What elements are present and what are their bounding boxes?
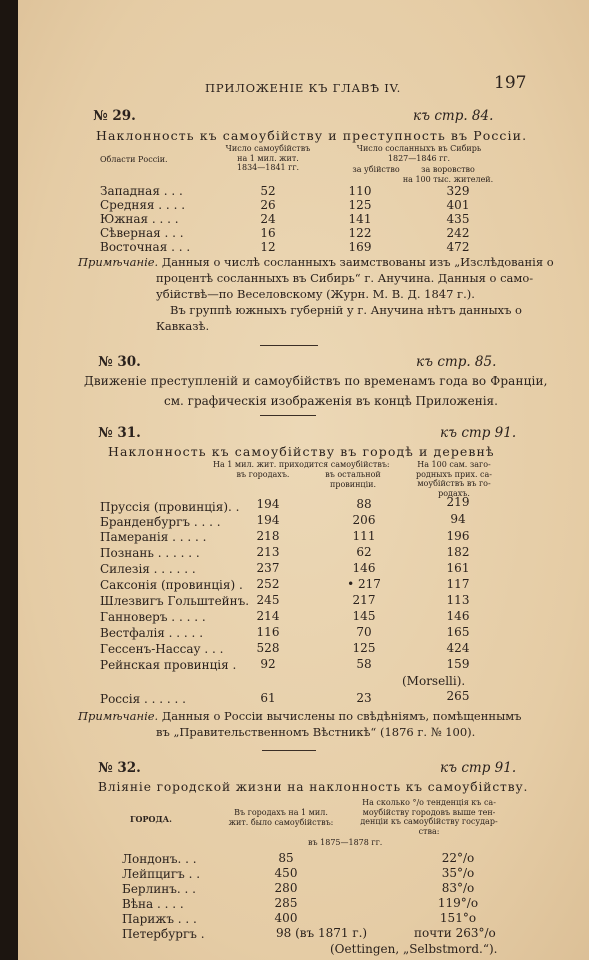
t29-row-a: 16 xyxy=(260,226,276,240)
t31-row-a: 237 xyxy=(256,561,280,575)
t29-row-name: Южная . . . . xyxy=(100,212,179,226)
t32-row-name: Берлинъ. . . xyxy=(122,882,196,896)
section-divider xyxy=(260,415,316,416)
section-divider xyxy=(260,345,318,346)
t31-row-name: Силезія . . . . . . xyxy=(100,562,196,576)
t32-row-name: Вѣна . . . . xyxy=(122,897,184,911)
t31-row-c: 117 xyxy=(446,577,470,591)
t29-row-c: 435 xyxy=(446,212,470,226)
table-32-number: № 32. xyxy=(98,760,141,776)
t29-row-name: Восточная . . . xyxy=(100,240,191,254)
t31-row-a: 245 xyxy=(256,593,280,607)
t29-row-b: 125 xyxy=(348,198,372,212)
t31-note-line: въ „Правительственномъ Вѣстникѣ“ (1876 г. № 100). xyxy=(156,725,476,739)
t31-col-province: въ остальной провинціи. xyxy=(325,470,381,489)
table-31-title: Наклонность къ самоубійству въ городѣ и деревнѣ xyxy=(108,444,495,459)
t31-row-b: 88 xyxy=(356,497,372,511)
t31-row-b: 217 xyxy=(352,593,376,607)
t29-row-a: 12 xyxy=(260,240,276,254)
t29-row-a: 52 xyxy=(260,184,276,198)
t32-row-name: Петербургъ . xyxy=(122,927,205,941)
t31-row-a: 214 xyxy=(256,609,280,623)
t31-row-name: Гессенъ-Нассау . . . xyxy=(100,642,224,656)
t29-row-b: 141 xyxy=(348,212,372,226)
t31-row-c: 219 xyxy=(446,495,470,509)
page-number: 197 xyxy=(494,73,527,93)
t31-row-a: 92 xyxy=(260,657,276,671)
t29-row-c: 242 xyxy=(446,226,470,240)
t31-row-b: 125 xyxy=(352,641,376,655)
table-31-number: № 31. xyxy=(98,425,141,441)
t32-row-a: 280 xyxy=(274,881,298,895)
t32-row-a: 85 xyxy=(278,851,294,865)
t31-row-name: Познань . . . . . . xyxy=(100,546,200,560)
table-32-title: Вліяніе городской жизни на наклонность къ самоубійству. xyxy=(98,780,529,794)
t32-row-name: Лондонъ. . . xyxy=(122,852,197,866)
t31-russia-c: 265 xyxy=(446,689,470,703)
t29-row-c: 401 xyxy=(446,198,470,212)
t29-row-c: 472 xyxy=(446,240,470,254)
t32-row-b: 35°/о xyxy=(441,866,475,880)
t31-row-b: • 217 xyxy=(347,577,381,591)
t31-row-b: 206 xyxy=(352,513,376,527)
t31-source: (Morselli). xyxy=(402,674,466,688)
table-30-subtitle: см. графическія изображенія въ концѣ Приложенія. xyxy=(164,394,498,408)
table-29-number: № 29. xyxy=(93,108,136,124)
table-30-number: № 30. xyxy=(98,354,141,370)
t29-row-a: 26 xyxy=(260,198,276,212)
t31-row-c: 196 xyxy=(446,529,470,543)
table-30-title: Движеніе преступленій и самоубійствъ по временамъ года во Франціи, xyxy=(84,374,548,388)
t32-row-a: 98 (въ 1871 г.) xyxy=(276,926,368,940)
t29-note-line: процентѣ сосланныхъ въ Сибирь“ г. Анучина. Данныя о само- xyxy=(156,271,534,285)
t31-row-b: 145 xyxy=(352,609,376,623)
table-30-ref: къ стр. 85. xyxy=(416,354,497,370)
t31-col-ratio: На 100 сам. заго- родныхъ прих. са- моубійствъ въ го- родахъ. xyxy=(415,460,493,498)
t32-row-a: 400 xyxy=(274,911,298,925)
section-divider xyxy=(262,750,316,751)
t32-col-tendency: На сколько °/о тенденція къ са- моубійству городовъ выше тен- денціи къ самоубійству государ- ства: xyxy=(360,798,498,836)
table-29-title: Наклонность къ самоубійству и преступность въ Россіи. xyxy=(96,128,528,143)
t29-col-region: Области Россіи. xyxy=(100,155,168,164)
t29-row-b: 110 xyxy=(348,184,372,198)
t31-row-name: Пруссія (провинція). . xyxy=(100,500,240,514)
t29-note-line: убійствѣ—по Веселовскому (Журн. М. В. Д. 1847 г.). xyxy=(156,287,475,301)
t31-row-a: 194 xyxy=(256,497,280,511)
t31-russia-b: 23 xyxy=(356,691,372,705)
t32-row-a: 450 xyxy=(274,866,298,880)
t29-row-c: 329 xyxy=(446,184,470,198)
t31-note-label: Примѣчаніе. xyxy=(78,709,159,723)
t29-row-a: 24 xyxy=(260,212,276,226)
t31-russia-name: Россія . . . . . . xyxy=(100,692,186,706)
t29-row-b: 169 xyxy=(348,240,372,254)
t31-row-c: 113 xyxy=(446,593,470,607)
t31-row-name: Саксонія (провинція) . xyxy=(100,578,243,592)
t32-years: въ 1875—1878 гг. xyxy=(308,838,383,847)
t32-row-b: 22°/о xyxy=(441,851,475,865)
t32-row-b: 83°/о xyxy=(441,881,475,895)
t31-row-name: Памеранія . . . . . xyxy=(100,530,207,544)
t31-row-a: 528 xyxy=(256,641,280,655)
t32-source: (Oettingen, „Selbstmord.“). xyxy=(330,942,498,956)
t31-row-a: 116 xyxy=(256,625,280,639)
t31-row-c: 182 xyxy=(446,545,470,559)
running-header: ПРИЛОЖЕНІЕ КЪ ГЛАВѢ IV. xyxy=(205,81,402,95)
t31-row-c: 94 xyxy=(450,512,466,526)
t32-col-count: Въ городахъ на 1 мил. жит. было самоубійствъ: xyxy=(228,808,334,827)
t31-col-top: На 1 мил. жит. приходится самоубійствъ: xyxy=(213,460,390,469)
t29-col-suicides: Число самоубійствъ на 1 мил. жит. 1834—1841 гг. xyxy=(225,144,311,172)
t31-row-b: 58 xyxy=(356,657,372,671)
table-29-ref: къ стр. 84. xyxy=(413,108,494,124)
t31-row-c: 161 xyxy=(446,561,470,575)
table-31-ref: къ стр 91. xyxy=(440,425,517,441)
t29-row-name: Западная . . . xyxy=(100,184,183,198)
t29-row-b: 122 xyxy=(348,226,372,240)
t29-col-exiled: Число сосланныхъ въ Сибирь 1827—1846 гг. xyxy=(356,144,482,163)
t31-row-name: Шлезвигъ Гольштейнъ. xyxy=(100,594,250,608)
t31-row-c: 424 xyxy=(446,641,470,655)
t31-row-c: 165 xyxy=(446,625,470,639)
t31-row-a: 194 xyxy=(256,513,280,527)
t31-row-name: Ганноверъ . . . . . xyxy=(100,610,206,624)
t31-row-b: 70 xyxy=(356,625,372,639)
t31-col-cities: въ городахъ. xyxy=(236,470,290,479)
t31-row-b: 62 xyxy=(356,545,372,559)
t32-row-a: 285 xyxy=(274,896,298,910)
t32-row-b: 119°/о xyxy=(437,896,479,910)
t31-row-a: 252 xyxy=(256,577,280,591)
t32-col-cities: ГОРОДА. xyxy=(130,814,172,824)
t31-row-c: 159 xyxy=(446,657,470,671)
t32-row-b: 151°о xyxy=(439,911,477,925)
t29-note-label: Примѣчаніе. xyxy=(78,255,159,269)
t29-note-line: Въ группѣ южныхъ губерній у г. Анучина нѣтъ данныхъ о xyxy=(170,303,522,317)
t29-note: Примѣчаніе. Данныя о числѣ сосланныхъ заимствованы изъ „Изслѣдованія о xyxy=(78,255,554,269)
book-page xyxy=(18,0,589,960)
t31-row-b: 146 xyxy=(352,561,376,575)
t29-row-name: Сѣверная . . . xyxy=(100,226,184,240)
t31-row-a: 213 xyxy=(256,545,280,559)
t32-row-b: почти 263°/о xyxy=(414,926,496,940)
t32-row-name: Парижъ . . . xyxy=(122,912,197,926)
t29-col-murder: за убійство xyxy=(352,165,400,174)
t31-row-name: Бранденбургъ . . . . xyxy=(100,515,221,529)
t29-col-theft: за воровство на 100 тыс. жителей. xyxy=(402,165,494,184)
t32-row-name: Лейпцигъ . . xyxy=(122,867,201,881)
t29-row-name: Средняя . . . . xyxy=(100,198,186,212)
t31-note: Примѣчаніе. Данныя о Россіи вычислены по свѣдѣніямъ, помѣщеннымъ xyxy=(78,709,522,723)
t31-row-name: Рейнская провинція . xyxy=(100,658,237,672)
t31-row-name: Вестфалія . . . . . xyxy=(100,626,204,640)
t29-note-line: Кавказѣ. xyxy=(156,319,210,333)
table-32-ref: къ стр 91. xyxy=(440,760,517,776)
t31-row-a: 218 xyxy=(256,529,280,543)
t31-row-c: 146 xyxy=(446,609,470,623)
t31-russia-a: 61 xyxy=(260,691,276,705)
t31-row-b: 111 xyxy=(352,529,376,543)
